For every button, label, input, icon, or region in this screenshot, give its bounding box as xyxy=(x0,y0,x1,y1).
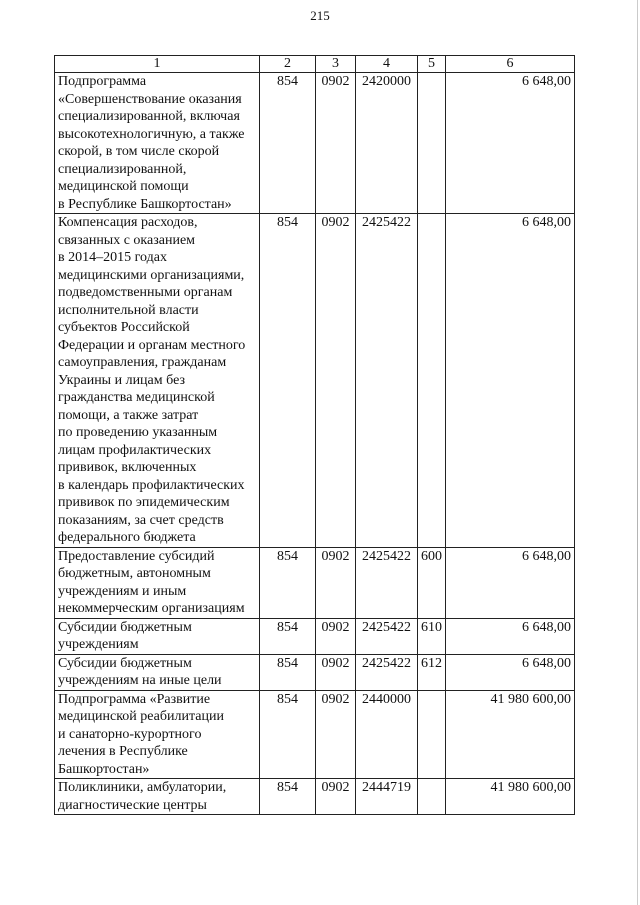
header-col-4: 4 xyxy=(356,56,418,73)
row-ministry: 854 xyxy=(260,779,316,815)
row-amount: 6 648,00 xyxy=(446,73,575,214)
row-name: Компенсация расходов, связанных с оказанием в 2014–2015 годах медицинскими организациями, подведомственными органам исполнительной власти субъектов Российской Федерации и органам местного самоуправления, гражданам Украины и лицам без гражданства медицинской помощи, а также затрат по проведению указанным лицам профилактических прививок, включенных в календарь профилактических прививок по эпидемическим показаниям, за счет средств федерального бюджета xyxy=(55,214,260,548)
row-amount: 41 980 600,00 xyxy=(446,690,575,779)
row-type xyxy=(418,779,446,815)
table-row xyxy=(55,654,575,690)
row-ministry: 854 xyxy=(260,214,316,548)
header-col-2: 2 xyxy=(260,56,316,73)
row-section: 0902 xyxy=(316,690,356,779)
table-row xyxy=(55,547,575,618)
row-type: 610 xyxy=(418,618,446,654)
row-ministry: 854 xyxy=(260,547,316,618)
row-target: 2425422 xyxy=(356,214,418,548)
row-section: 0902 xyxy=(316,618,356,654)
scan-edge xyxy=(637,0,638,905)
row-type xyxy=(418,73,446,214)
row-amount: 41 980 600,00 xyxy=(446,779,575,815)
header-col-6: 6 xyxy=(446,56,575,73)
header-col-3: 3 xyxy=(316,56,356,73)
row-type: 612 xyxy=(418,654,446,690)
table-row xyxy=(55,73,575,214)
row-ministry: 854 xyxy=(260,690,316,779)
row-ministry: 854 xyxy=(260,654,316,690)
row-ministry: 854 xyxy=(260,618,316,654)
header-col-1: 1 xyxy=(55,56,260,73)
table-row xyxy=(55,618,575,654)
row-ministry: 854 xyxy=(260,73,316,214)
header-col-5: 5 xyxy=(418,56,446,73)
budget-table xyxy=(54,55,575,815)
row-amount: 6 648,00 xyxy=(446,547,575,618)
row-name: Подпрограмма «Совершенствование оказания специализированной, включая высокотехнологичную, а также скорой, в том числе скорой специализированной, медицинской помощи в Республике Башкортостан» xyxy=(55,73,260,214)
row-section: 0902 xyxy=(316,73,356,214)
row-target: 2425422 xyxy=(356,547,418,618)
page-number: 215 xyxy=(310,8,330,23)
row-type xyxy=(418,214,446,548)
row-amount: 6 648,00 xyxy=(446,618,575,654)
row-section: 0902 xyxy=(316,547,356,618)
row-target: 2444719 xyxy=(356,779,418,815)
table-row xyxy=(55,690,575,779)
row-section: 0902 xyxy=(316,214,356,548)
table-row xyxy=(55,779,575,815)
row-name: Предоставление субсидий бюджетным, автономным учреждениям и иным некоммерческим организациям xyxy=(55,547,260,618)
row-section: 0902 xyxy=(316,654,356,690)
row-name: Субсидии бюджетным учреждениям xyxy=(55,618,260,654)
row-target: 2425422 xyxy=(356,654,418,690)
row-type: 600 xyxy=(418,547,446,618)
row-amount: 6 648,00 xyxy=(446,654,575,690)
row-target: 2420000 xyxy=(356,73,418,214)
header-row xyxy=(55,56,575,73)
row-name: Подпрограмма «Развитие медицинской реабилитации и санаторно-курортного лечения в Республике Башкортостан» xyxy=(55,690,260,779)
table-row xyxy=(55,214,575,548)
row-name: Субсидии бюджетным учреждениям на иные цели xyxy=(55,654,260,690)
row-name: Поликлиники, амбулатории, диагностические центры xyxy=(55,779,260,815)
row-target: 2425422 xyxy=(356,618,418,654)
row-type xyxy=(418,690,446,779)
row-target: 2440000 xyxy=(356,690,418,779)
row-section: 0902 xyxy=(316,779,356,815)
row-amount: 6 648,00 xyxy=(446,214,575,548)
